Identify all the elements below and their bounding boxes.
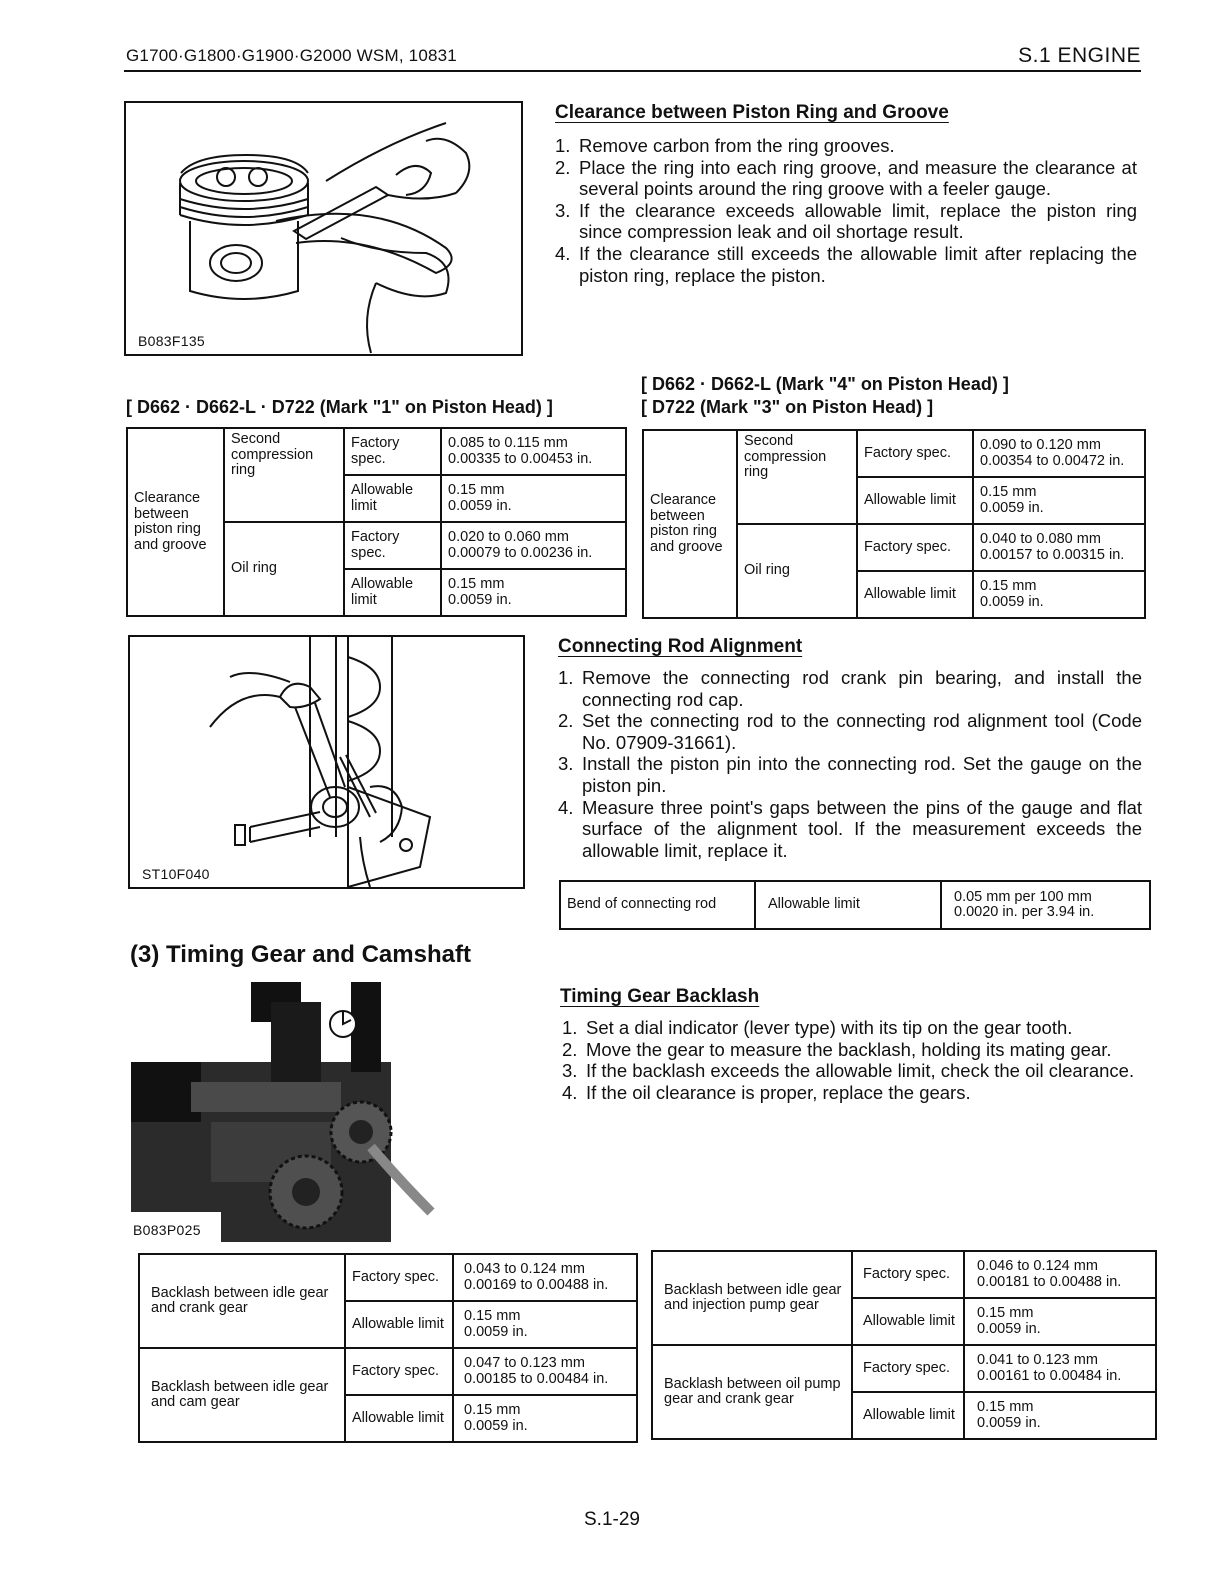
allowable-label: Allowable limit xyxy=(857,477,973,524)
item-cell: Clearance between piston ring and groove xyxy=(643,430,737,618)
step-item: 4. Measure three point's gaps between the pins of the gauge and flat surface of the alignment tool. If the measurement exceeds the allowable limit, replace it. xyxy=(558,796,1142,861)
backlash-title: Timing Gear Backlash xyxy=(560,986,760,1007)
value-cell: 0.041 to 0.123 mm 0.00161 to 0.00484 in. xyxy=(964,1345,1156,1392)
allowable-label: Allowable limit xyxy=(345,1301,453,1348)
step-item: 2. Move the gear to measure the backlash, holding its mating gear. xyxy=(562,1038,1112,1060)
rod-alignment-steps xyxy=(558,667,1142,861)
allowable-label: Allowable limit xyxy=(345,1395,453,1442)
step-item: 4. If the oil clearance is proper, replace the gears. xyxy=(562,1081,971,1103)
ring-groove-steps xyxy=(555,135,1137,286)
allowable-label: Allowable limit xyxy=(852,1298,964,1345)
page-number: S.1-29 xyxy=(584,1509,640,1530)
gear-backlash-table-left xyxy=(138,1253,638,1443)
allowable-label: Allowable limit xyxy=(857,571,973,618)
value-cell: 0.05 mm per 100 mm 0.0020 in. per 3.94 in. xyxy=(941,881,1150,929)
value-cell: 0.040 to 0.080 mm 0.00157 to 0.00315 in. xyxy=(973,524,1145,571)
value-cell: 0.15 mm 0.0059 in. xyxy=(964,1392,1156,1439)
value-cell: 0.085 to 0.115 mm 0.00335 to 0.00453 in. xyxy=(441,428,626,475)
value-cell: 0.15 mm 0.0059 in. xyxy=(453,1301,637,1348)
figure-code: B083F135 xyxy=(138,333,206,349)
factory-label: Factory spec. xyxy=(857,524,973,571)
backlash-steps xyxy=(562,1017,1146,1103)
step-item: 2. Place the ring into each ring groove, and measure the clearance at several points around the ring groove with a feeler gauge. xyxy=(555,156,1137,200)
step-item: 2. Set the connecting rod to the connecting rod alignment tool (Code No. 07909-31661). xyxy=(558,710,1142,753)
ring-groove-table-left xyxy=(126,427,627,617)
header-model-list: G1700·G1800·G1900·G2000 WSM, 10831 xyxy=(126,46,457,65)
figure-code: B083P025 xyxy=(133,1222,201,1238)
table-right-label-2: [ D722 (Mark "3" on Piston Head) ] xyxy=(641,397,934,417)
allowable-label: Allowable limit xyxy=(344,569,441,616)
allowable-label: Allowable limit xyxy=(344,475,441,522)
value-cell: 0.090 to 0.120 mm 0.00354 to 0.00472 in. xyxy=(973,430,1145,477)
part-cell: Second compression ring xyxy=(224,428,344,522)
item-cell: Backlash between idle gear and crank gear xyxy=(139,1254,345,1348)
table-right-label-1: [ D662 · D662-L (Mark "4" on Piston Head) ] xyxy=(641,374,1009,394)
value-cell: 0.15 mm 0.0059 in. xyxy=(441,569,626,616)
factory-label: Factory spec. xyxy=(345,1348,453,1395)
allowable-label: Allowable limit xyxy=(852,1392,964,1439)
step-item: 1. Set a dial indicator (lever type) with its tip on the gear tooth. xyxy=(562,1017,1073,1038)
figure-rod-alignment xyxy=(128,635,525,889)
table-left-label: [ D662 · D662-L · D722 (Mark "1" on Piston Head) ] xyxy=(126,397,553,417)
step-item: 3. If the backlash exceeds the allowable limit, check the oil clearance. xyxy=(562,1060,1135,1082)
value-cell: 0.15 mm 0.0059 in. xyxy=(973,477,1145,524)
figure-piston-ring-gauge xyxy=(124,101,523,356)
section-title: (3) Timing Gear and Camshaft xyxy=(130,941,471,968)
value-cell: 0.043 to 0.124 mm 0.00169 to 0.00488 in. xyxy=(453,1254,637,1301)
step-item: 3. Install the piston pin into the connecting rod. Set the gauge on the piston pin. xyxy=(558,753,1142,796)
value-cell: 0.15 mm 0.0059 in. xyxy=(973,571,1145,618)
item-cell: Backlash between idle gear and cam gear xyxy=(139,1348,345,1442)
factory-label: Factory spec. xyxy=(852,1345,964,1392)
figure-code: ST10F040 xyxy=(142,866,210,882)
value-cell: 0.047 to 0.123 mm 0.00185 to 0.00484 in. xyxy=(453,1348,637,1395)
value-cell: 0.15 mm 0.0059 in. xyxy=(441,475,626,522)
gear-backlash-table-right xyxy=(651,1250,1157,1440)
item-cell: Backlash between oil pump gear and crank gear xyxy=(652,1345,852,1439)
piston-illustration xyxy=(126,103,523,356)
step-item: 1. Remove carbon from the ring grooves. xyxy=(555,135,895,156)
ring-groove-table-right xyxy=(642,429,1146,619)
item-cell: Backlash between idle gear and injection pump gear xyxy=(652,1251,852,1345)
value-cell: 0.046 to 0.124 mm 0.00181 to 0.00488 in. xyxy=(964,1251,1156,1298)
value-cell: 0.15 mm 0.0059 in. xyxy=(964,1298,1156,1345)
value-cell: 0.15 mm 0.0059 in. xyxy=(453,1395,637,1442)
rod-bend-table xyxy=(559,880,1151,930)
header-rule xyxy=(124,70,1141,72)
factory-label: Factory spec. xyxy=(344,428,441,475)
rod-alignment-title: Connecting Rod Alignment xyxy=(558,636,803,657)
part-cell: Second compression ring xyxy=(737,430,857,524)
figure-timing-gear-photo xyxy=(131,982,526,1242)
rod-alignment-illustration xyxy=(130,637,525,889)
part-cell: Oil ring xyxy=(737,524,857,618)
header-section: S.1 ENGINE xyxy=(1018,44,1141,67)
timing-gear-illustration xyxy=(131,982,526,1242)
item-cell: Clearance between piston ring and groove xyxy=(127,428,224,616)
item-cell: Bend of connecting rod xyxy=(560,881,755,929)
ring-groove-title: Clearance between Piston Ring and Groove xyxy=(555,102,949,123)
allowable-label: Allowable limit xyxy=(755,881,941,929)
step-item: 1. Remove the connecting rod crank pin bearing, and install the connecting rod cap. xyxy=(558,667,1142,710)
value-cell: 0.020 to 0.060 mm 0.00079 to 0.00236 in. xyxy=(441,522,626,569)
factory-label: Factory spec. xyxy=(857,430,973,477)
factory-label: Factory spec. xyxy=(344,522,441,569)
factory-label: Factory spec. xyxy=(345,1254,453,1301)
factory-label: Factory spec. xyxy=(852,1251,964,1298)
step-item: 3. If the clearance exceeds allowable limit, replace the piston ring since compression leak and oil shortage result. xyxy=(555,199,1137,243)
part-cell: Oil ring xyxy=(224,522,344,616)
step-item: 4. If the clearance still exceeds the allowable limit after replacing the piston ring, replace the piston. xyxy=(555,242,1137,286)
